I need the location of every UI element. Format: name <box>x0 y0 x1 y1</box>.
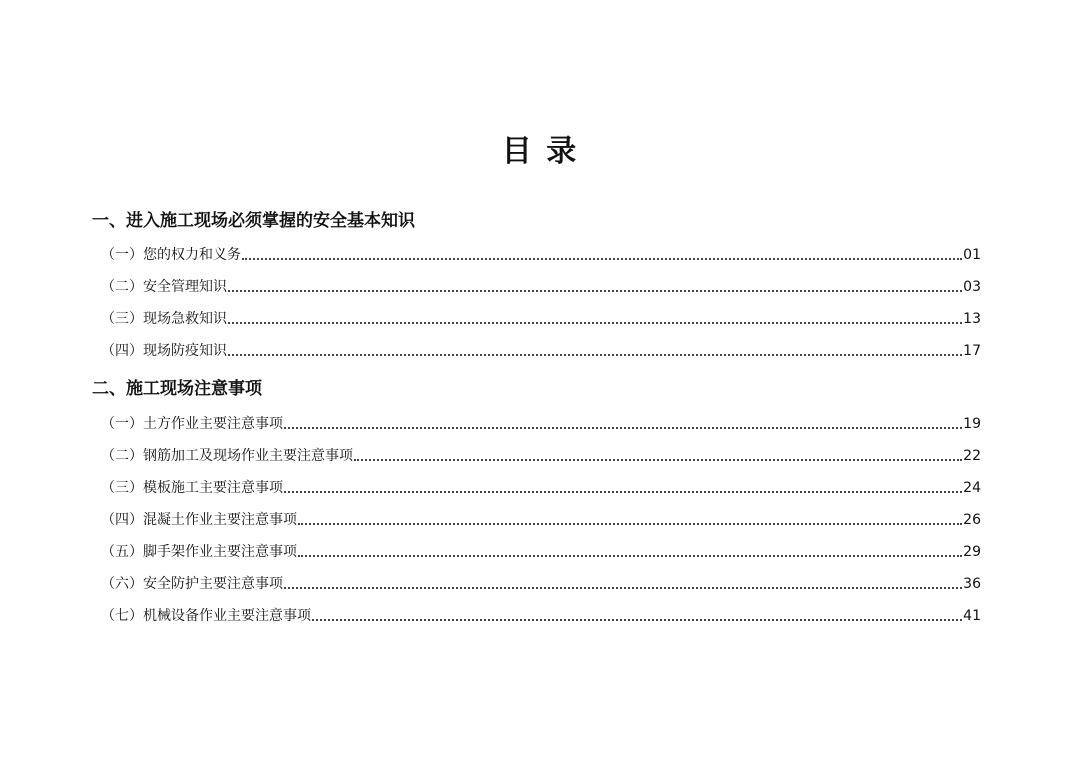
toc-entry-page-number: 13 <box>963 311 981 327</box>
toc-entry-label: （二）钢筋加工及现场作业主要注意事项 <box>101 448 353 464</box>
dot-leader <box>284 587 962 589</box>
toc-entry-page-number: 01 <box>963 247 981 263</box>
toc-entry-label: （三）现场急救知识 <box>101 311 227 327</box>
toc-entry-page-number: 29 <box>963 544 981 560</box>
dot-leader <box>298 523 962 525</box>
toc-entry-label: （一）您的权力和义务 <box>101 247 241 263</box>
toc-entry-label: （六）安全防护主要注意事项 <box>101 576 283 592</box>
toc-entry[interactable] <box>101 341 981 361</box>
toc-entry[interactable] <box>101 542 981 562</box>
toc-entry[interactable] <box>101 606 981 626</box>
section-heading-1: 一、进入施工现场必须掌握的安全基本知识 <box>92 211 415 231</box>
dot-leader <box>354 459 962 461</box>
toc-entry-page-number: 26 <box>963 512 981 528</box>
dot-leader <box>242 258 962 260</box>
toc-entry[interactable] <box>101 245 981 265</box>
toc-entry-label: （一）土方作业主要注意事项 <box>101 416 283 432</box>
toc-entry[interactable] <box>101 309 981 329</box>
toc-entry-label: （七）机械设备作业主要注意事项 <box>101 608 311 624</box>
toc-entry-page-number: 24 <box>963 480 981 496</box>
toc-entry[interactable] <box>101 478 981 498</box>
toc-entry[interactable] <box>101 277 981 297</box>
toc-entry-page-number: 17 <box>963 343 981 359</box>
toc-entry-page-number: 36 <box>963 576 981 592</box>
dot-leader <box>228 354 962 356</box>
toc-entry[interactable] <box>101 574 981 594</box>
toc-entry-page-number: 41 <box>963 608 981 624</box>
dot-leader <box>298 555 962 557</box>
dot-leader <box>228 322 962 324</box>
toc-entry[interactable] <box>101 446 981 466</box>
toc-entry-page-number: 19 <box>963 416 981 432</box>
toc-entry-page-number: 03 <box>963 279 981 295</box>
toc-entry[interactable] <box>101 414 981 434</box>
toc-entry-label: （二）安全管理知识 <box>101 279 227 295</box>
toc-entry-label: （四）现场防疫知识 <box>101 343 227 359</box>
dot-leader <box>284 491 962 493</box>
toc-entry[interactable] <box>101 510 981 530</box>
toc-entry-label: （五）脚手架作业主要注意事项 <box>101 544 297 560</box>
dot-leader <box>228 290 962 292</box>
page-title: 目 录 <box>501 134 579 169</box>
toc-entry-label: （三）模板施工主要注意事项 <box>101 480 283 496</box>
dot-leader <box>312 619 962 621</box>
toc-entry-label: （四）混凝土作业主要注意事项 <box>101 512 297 528</box>
section-heading-2: 二、施工现场注意事项 <box>92 379 262 399</box>
toc-entry-page-number: 22 <box>963 448 981 464</box>
dot-leader <box>284 427 962 429</box>
